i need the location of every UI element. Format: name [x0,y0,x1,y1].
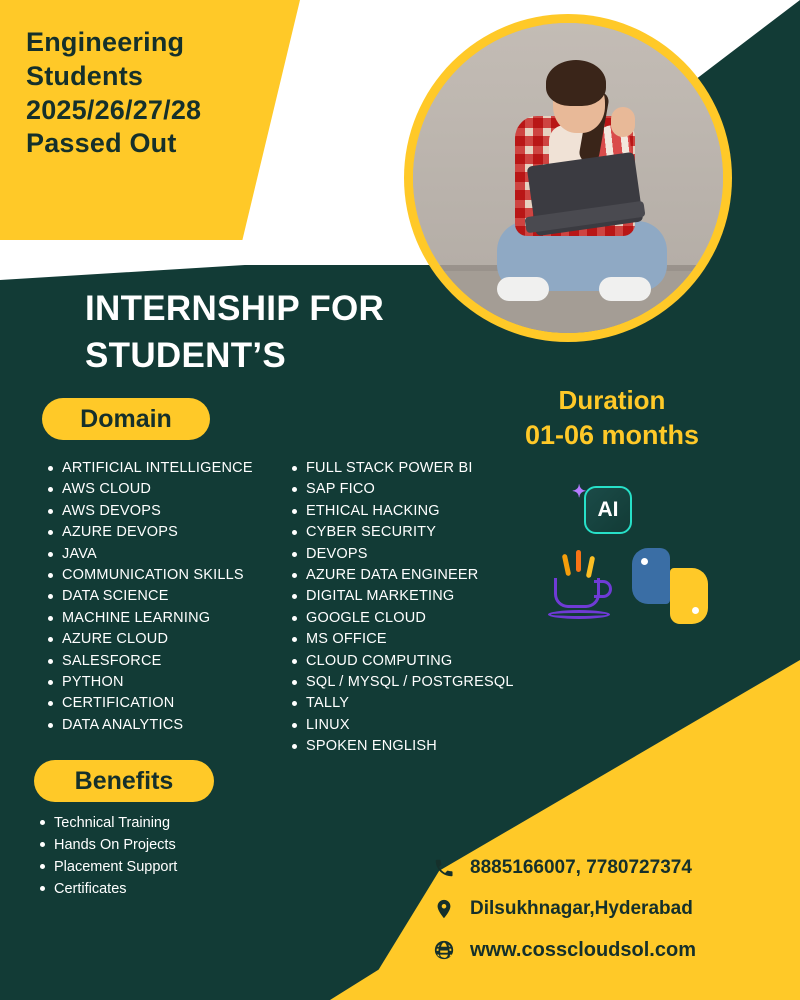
list-item: SAP FICO [290,479,514,500]
contact-website-row[interactable] [432,938,792,962]
sparkle-icon: ✦ [572,482,587,501]
page-title [85,286,384,380]
phone-icon [432,856,456,880]
ai-logo-icon [572,482,632,534]
contact-address-row[interactable] [432,897,792,921]
list-item: DATA ANALYTICS [46,715,253,736]
header-line-2: Students [26,60,144,91]
list-item: COMMUNICATION SKILLS [46,565,253,586]
ai-logo-label: AI [597,498,619,521]
python-upper-snake [632,548,670,604]
java-saucer [548,610,610,619]
contact-website-text: www.cosscloudsol.com [470,938,696,961]
list-item: DEVOPS [290,544,514,565]
list-item: Technical Training [38,812,177,834]
list-item: MS OFFICE [290,629,514,650]
duration-block [492,384,732,453]
duration-label: Duration [558,385,666,415]
list-item: Certificates [38,878,177,900]
java-steam-1 [562,554,571,577]
domain-list-column-2 [290,458,514,758]
list-item: CYBER SECURITY [290,522,514,543]
benefits-list [38,812,177,900]
list-item: JAVA [46,544,253,565]
list-item: LINUX [290,715,514,736]
contact-block [432,856,792,979]
photo-person-hair [546,60,606,106]
photo-person-shoe-left [497,277,549,301]
list-item: Hands On Projects [38,834,177,856]
photo-person-thumbs-up [611,107,635,137]
list-item: CERTIFICATION [46,693,253,714]
contact-phone-row[interactable] [432,856,792,880]
list-item: PYTHON [46,672,253,693]
list-item: Placement Support [38,856,177,878]
page-title-line-2: STUDENT’S [85,335,287,375]
student-with-laptop-photo [413,23,723,333]
list-item: CLOUD COMPUTING [290,651,514,672]
java-steam-3 [586,556,595,579]
list-item: AZURE CLOUD [46,629,253,650]
list-item: ETHICAL HACKING [290,501,514,522]
list-item: AZURE DATA ENGINEER [290,565,514,586]
list-item: DATA SCIENCE [46,586,253,607]
contact-address-text: Dilsukhnagar,Hyderabad [470,898,693,919]
list-item: FULL STACK POWER BI [290,458,514,479]
list-item: AWS CLOUD [46,479,253,500]
list-item: SPOKEN ENGLISH [290,736,514,757]
python-eye-1 [641,558,648,565]
list-item: MACHINE LEARNING [46,608,253,629]
java-logo-icon [550,554,614,624]
list-item: AWS DEVOPS [46,501,253,522]
list-item: GOOGLE CLOUD [290,608,514,629]
domain-list-column-1 [46,458,253,736]
location-pin-icon [432,897,456,921]
list-item: DIGITAL MARKETING [290,586,514,607]
technology-logos [540,482,730,636]
globe-icon [432,938,456,962]
python-lower-snake [670,568,708,624]
domain-section-badge: Domain [42,398,210,440]
page-title-line-1: INTERNSHIP FOR [85,289,385,328]
list-item: SALESFORCE [46,651,253,672]
benefits-section-badge: Benefits [34,760,214,802]
contact-phone-text: 8885166007, 7780727374 [470,857,692,878]
list-item: TALLY [290,693,514,714]
header-line-3: 2025/26/27/28 [26,94,202,125]
header-heading [26,26,326,161]
list-item: SQL / MYSQL / POSTGRESQL [290,672,514,693]
header-line-4: Passed Out [26,128,177,159]
header-line-1: Engineering [26,27,185,57]
list-item: ARTIFICIAL INTELLIGENCE [46,458,253,479]
python-logo-icon [632,548,708,624]
student-photo-ring [404,14,732,342]
list-item: AZURE DEVOPS [46,522,253,543]
java-steam-2 [576,550,581,572]
java-cup-handle [594,580,612,598]
python-eye-2 [692,607,699,614]
photo-person-shoe-right [599,277,651,301]
duration-value: 01-06 months [524,419,700,450]
